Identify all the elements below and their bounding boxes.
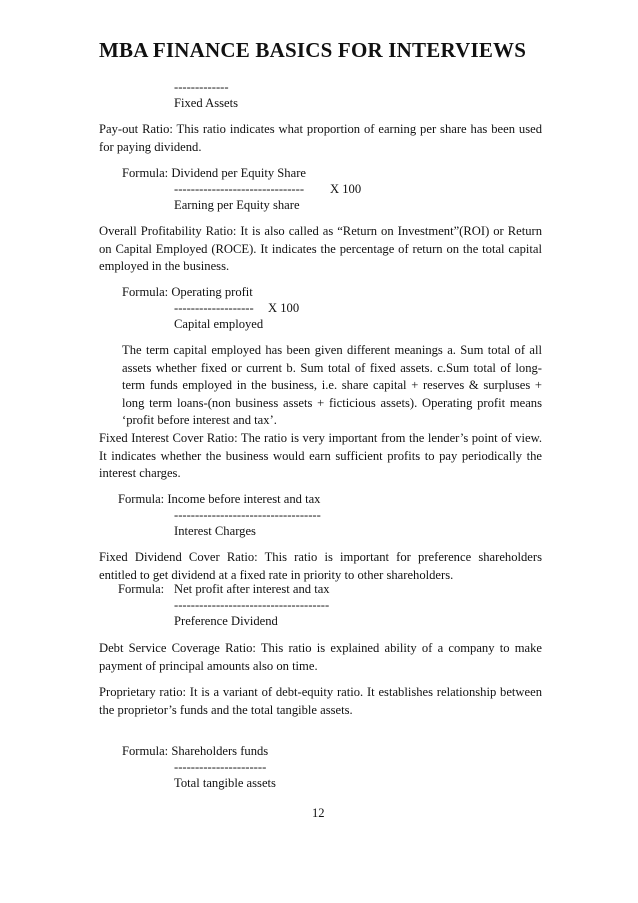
fixed-assets-dashes: ------------- [174, 80, 229, 94]
profitability-formula-denominator: Capital employed [174, 317, 264, 331]
proprietary-formula-dashes: ---------------------- [174, 760, 267, 774]
overall-profitability-paragraph: Overall Profitability Ratio: It is also called as “Return on Investment”(ROI) or Return on Capital Employed (ROCE). It indicates the percentage of return on the total capital employed in the business. [99, 224, 542, 273]
proprietary-ratio-paragraph: Proprietary ratio: It is a variant of debt-equity ratio. It establishes relationship between the proprietor’s funds and the total tangible assets. [99, 685, 542, 717]
capital-employed-note: The term capital employed has been given different meanings a. Sum total of all assets whether fixed or current b. Sum total of fixed assets. c.Sum total of long-term funds employed in the business, i.e. share capital + reserves & surpluses + long term loans-(non business assets + ficticious assets). Operating profit means ‘profit before interest and tax’. [122, 343, 542, 427]
payout-formula-multiplier: X 100 [330, 182, 362, 196]
dividend-cover-formula-numerator: Net profit after interest and tax [174, 582, 330, 596]
profitability-formula-label: Formula: Operating profit [122, 285, 253, 299]
dividend-cover-formula-dashes: ------------------------------------- [174, 598, 330, 612]
dividend-cover-formula-denominator: Preference Dividend [174, 614, 278, 628]
page-number: 12 [312, 806, 325, 820]
payout-formula-label: Formula: Dividend per Equity Share [122, 166, 306, 180]
proprietary-formula-label: Formula: Shareholders funds [122, 744, 269, 758]
dividend-cover-formula-label: Formula: [118, 582, 165, 596]
interest-cover-formula-denominator: Interest Charges [174, 524, 256, 538]
fixed-interest-cover-paragraph: Fixed Interest Cover Ratio: The ratio is very important from the lender’s point of view. It indicates whether the business would earn sufficient profits to pay periodically the interest charges. [99, 431, 542, 480]
payout-formula-dashes: ------------------------------- [174, 182, 305, 196]
profitability-formula-dashes: ------------------- [174, 301, 254, 315]
interest-cover-formula-dashes: ----------------------------------- [174, 508, 321, 522]
debt-service-coverage-paragraph: Debt Service Coverage Ratio: This ratio is explained ability of a company to make payment of principal amounts also on time. [99, 641, 542, 673]
fixed-dividend-cover-paragraph: Fixed Dividend Cover Ratio: This ratio is important for preference shareholders entitled to get dividend at a fixed rate in priority to other shareholders. [99, 550, 542, 582]
profitability-formula-multiplier: X 100 [268, 301, 300, 315]
page-title: MBA FINANCE BASICS FOR INTERVIEWS [99, 38, 527, 62]
proprietary-formula-denominator: Total tangible assets [174, 776, 276, 790]
interest-cover-formula-label: Formula: Income before interest and tax [118, 492, 321, 506]
fixed-assets-denominator: Fixed Assets [174, 96, 239, 110]
payout-formula-denominator: Earning per Equity share [174, 198, 300, 212]
payout-ratio-paragraph: Pay-out Ratio: This ratio indicates what proportion of earning per share has been used for paying dividend. [99, 122, 542, 154]
